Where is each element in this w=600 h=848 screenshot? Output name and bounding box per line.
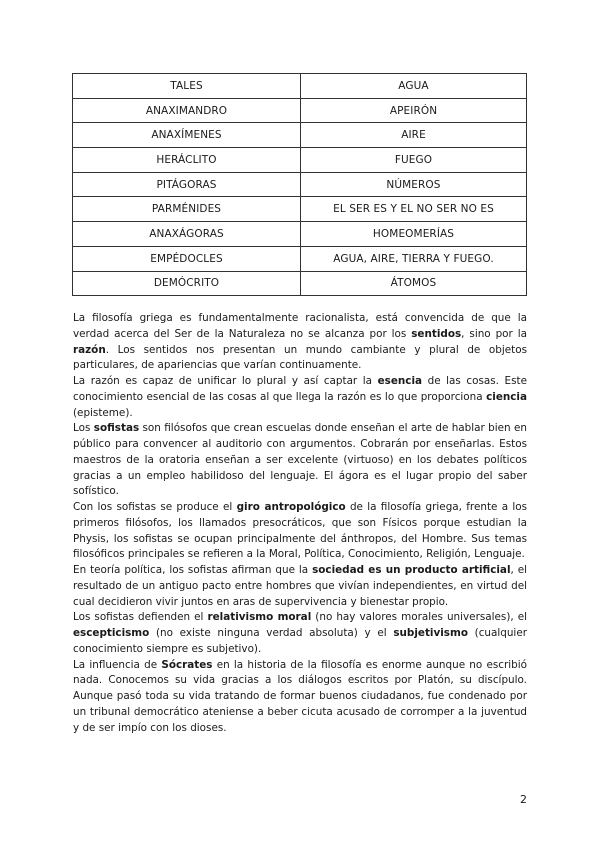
philosopher-cell: DEMÓCRITO: [73, 271, 301, 296]
table-row: [73, 74, 527, 99]
principle-cell: AGUA, AIRE, TIERRA Y FUEGO.: [301, 246, 527, 271]
text-run: en la historia de la filosofía es enorme aunque no escribió nada. Conocemos su vida gracias a los diálogos escritos por Platón, su discípulo. Aunque pasó toda su vida tratando de formar buenos ciudadanos, fue condenado por un tribunal democrático ateniense a beber cicuta acusado de corromper a la juventud y de ser impío con los dioses.: [73, 658, 527, 734]
bold-term: sentidos: [411, 327, 462, 340]
principle-cell: ÁTOMOS: [301, 271, 527, 296]
text-run: La razón es capaz de unificar lo plural y así captar la: [73, 375, 378, 387]
page-number: 2: [520, 793, 527, 806]
table-row: [73, 197, 527, 222]
philosopher-cell: ANAXÁGORAS: [73, 222, 301, 247]
text-run: Los sofistas defienden el: [73, 611, 208, 624]
bold-term: sociedad es un producto artificial: [312, 564, 511, 576]
paragraph: [73, 610, 527, 657]
text-run: (no existe ninguna verdad absoluta) y el: [149, 627, 394, 639]
philosopher-cell: TALES: [73, 74, 301, 99]
principle-cell: AIRE: [301, 123, 527, 148]
text-run: . Los sentidos nos presentan un mundo cambiante y plural de objetos particulares, de apariencias que varían continuamente.: [73, 343, 527, 372]
philosopher-cell: PARMÉNIDES: [73, 197, 301, 222]
text-run: de las cosas. Este conocimiento esencial de las cosas al que llega la razón es lo que proporciona: [73, 375, 527, 403]
paragraph: [73, 421, 527, 500]
bold-term: subjetivismo: [393, 627, 468, 639]
bold-term: Sócrates: [161, 658, 213, 671]
bold-term: razón: [73, 343, 106, 356]
text-run: (cualquier conocimiento siempre es subjetivo).: [73, 627, 527, 655]
philosopher-cell: EMPÉDOCLES: [73, 246, 301, 271]
bold-term: esencia: [377, 375, 423, 387]
text-run: de la filosofía griega, frente a los primeros filósofos, los llamados presocráticos, que son Físicos porque estudian la Physis, los sofistas se ocupan principalmente del ánthropos, del Hombre. Sus temas filosóficos principales se refieren a la Moral, Política, Conocimiento, Religión, Lenguaje.: [73, 501, 528, 561]
bold-term: sofistas: [93, 422, 140, 435]
philosopher-cell: ANAXIMANDRO: [73, 98, 301, 123]
paragraph: [73, 500, 527, 563]
table-row: [73, 271, 527, 296]
philosopher-cell: HERÁCLITO: [73, 148, 301, 173]
table-row: [73, 98, 527, 123]
paragraph: [73, 311, 527, 374]
text-run: (no hay valores morales universales), el: [311, 611, 527, 624]
text-run: En teoría política, los sofistas afirman que la: [73, 564, 313, 576]
bold-term: ciencia: [486, 390, 527, 403]
body-text: [73, 311, 527, 736]
bold-term: giro antropológico: [236, 501, 346, 513]
philosopher-cell: PITÁGORAS: [73, 172, 301, 197]
table-row: [73, 222, 527, 247]
text-run: Los: [73, 422, 94, 435]
table-row: [73, 246, 527, 271]
philosopher-cell: ANAXÍMENES: [73, 123, 301, 148]
table-row: [73, 148, 527, 173]
text-run: (episteme).: [73, 406, 133, 419]
bold-term: relativismo moral: [207, 611, 312, 624]
principle-cell: HOMEOMERÍAS: [301, 222, 527, 247]
paragraph: [73, 658, 527, 737]
principle-cell: AGUA: [301, 74, 527, 99]
principle-cell: APEIRÓN: [301, 98, 527, 123]
text-run: La filosofía griega es fundamentalmente racionalista, está convencida de que la verdad acerca del Ser de la Naturaleza no se alcanza por los: [73, 312, 527, 340]
text-run: , el resultado de un antiguo pacto entre hombres que vivían independientes, en virtud del cual decidieron vivir juntos en aras de supervivencia y bienestar propio.: [73, 564, 528, 608]
table-row: [73, 172, 527, 197]
paragraph: [73, 563, 527, 610]
principle-cell: NÚMEROS: [301, 172, 527, 197]
bold-term: escepticismo: [73, 627, 150, 639]
text-run: son filósofos que crean escuelas donde enseñan el arte de hablar bien en público para convencer al auditorio con argumentos. Cobrarán por enseñarlas. Estos maestros de la oratoria enseñan a ser excelente (virtuoso) en los debates políticos gracias a un empleo habilidoso del lenguaje. El ágora es el lugar propio del saber sofístico.: [73, 422, 527, 498]
table-row: [73, 123, 527, 148]
paragraph: [73, 374, 527, 421]
principle-cell: EL SER ES Y EL NO SER NO ES: [301, 197, 527, 222]
text-run: La influencia de: [73, 658, 162, 671]
text-run: Con los sofistas se produce el: [73, 501, 237, 513]
principle-cell: FUEGO: [301, 148, 527, 173]
text-run: , sino por la: [461, 327, 527, 340]
philosophers-table: [72, 73, 527, 296]
